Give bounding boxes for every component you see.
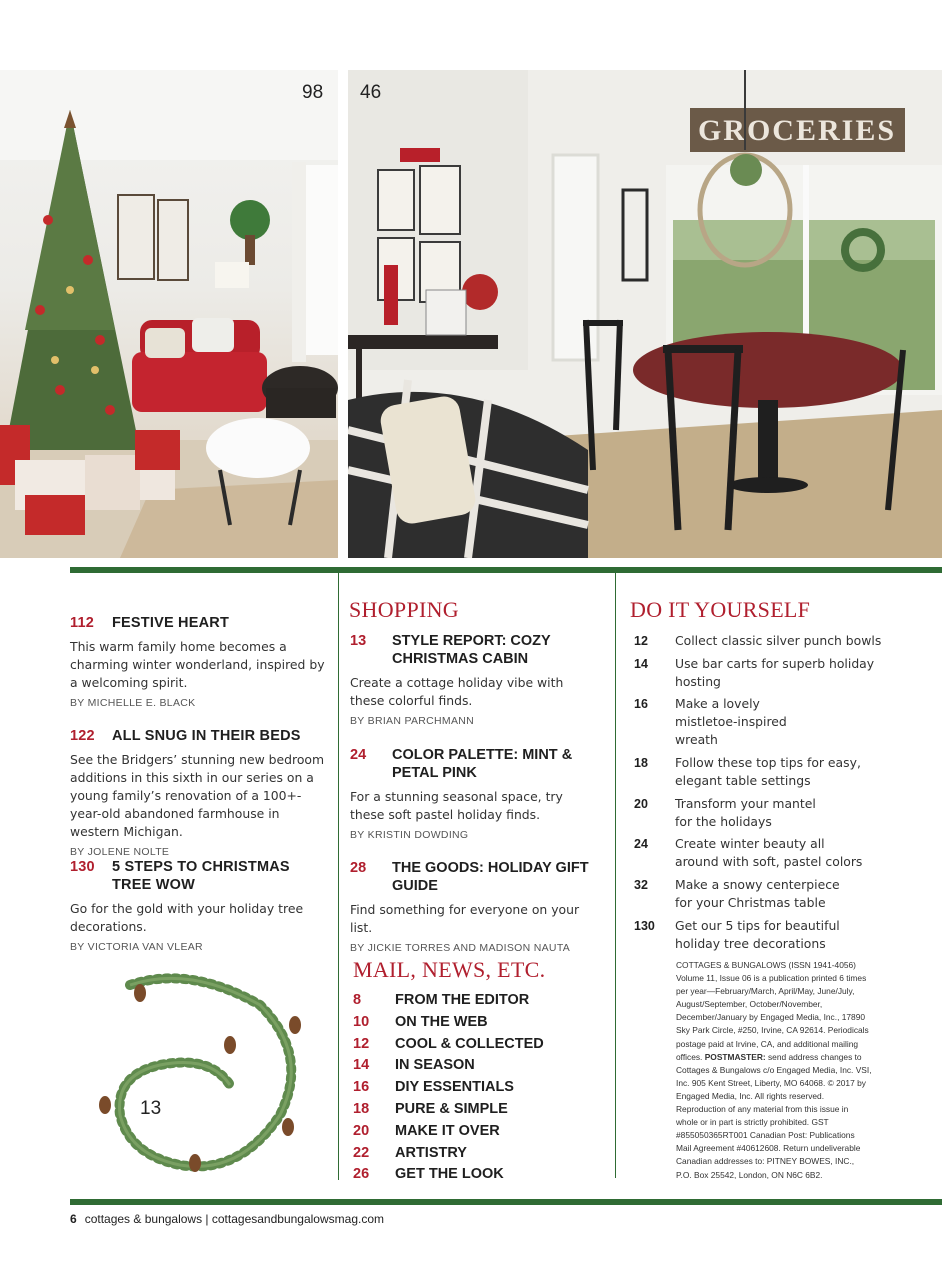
section-heading-shopping: SHOPPING (349, 597, 459, 622)
mail-item-on-the-web[interactable] (353, 1012, 603, 1034)
pine-garland-illustration (70, 965, 320, 1195)
page-footer (70, 1212, 384, 1226)
diy-item[interactable] (634, 695, 884, 749)
mail-page-number: 8 (353, 992, 362, 1008)
shopping-description: For a stunning seasonal space, try these soft pastel holiday finds. (350, 789, 563, 822)
bottom-green-rule (70, 1199, 942, 1205)
mail-page-number: 14 (353, 1057, 370, 1074)
feature-all-snug[interactable] (70, 727, 332, 858)
mail-news-list (353, 990, 603, 1186)
column-divider-left (338, 573, 339, 1180)
feature-page-number: 130 (70, 859, 95, 875)
feature-byline: BY JOLENE NOLTE (70, 846, 170, 858)
diy-item[interactable] (634, 795, 884, 831)
feature-byline: BY VICTORIA VAN VLEAR (70, 941, 203, 953)
diy-item[interactable] (634, 917, 884, 953)
diy-text: Use bar carts for superb holiday hosting (675, 655, 875, 689)
diy-page-number: 14 (634, 656, 648, 671)
feature-page-number: 122 (70, 728, 95, 744)
section-heading-mail-news: MAIL, NEWS, ETC. (353, 957, 546, 982)
mail-label: COOL & COLLECTED (395, 1035, 544, 1052)
page-ref-46: 46 (360, 82, 382, 103)
page-ref-98: 98 (302, 82, 324, 103)
diy-page-number: 24 (634, 837, 648, 852)
mail-item-make-it-over[interactable] (353, 1121, 603, 1143)
dining-room-illustration (348, 70, 942, 558)
feature-festive-heart[interactable] (70, 614, 332, 709)
living-room-illustration (0, 70, 338, 558)
diy-page-number: 20 (634, 796, 648, 811)
mail-label: FROM THE EDITOR (395, 992, 530, 1008)
feature-title: ALL SNUG IN THEIR BEDS (112, 728, 301, 744)
mail-page-number: 16 (353, 1079, 370, 1096)
mail-label: IN SEASON (395, 1057, 475, 1074)
section-heading-diy: DO IT YOURSELF (630, 597, 811, 622)
groceries-sign-text: GROCERIES (697, 114, 897, 147)
footer-magazine-url[interactable]: cottages & bungalows | cottagesandbungalowsmag.com (84, 1212, 384, 1226)
diy-item[interactable] (634, 876, 884, 912)
diy-page-number: 32 (634, 878, 648, 893)
photo-dining-room (348, 70, 942, 558)
diy-item[interactable] (634, 754, 884, 790)
mail-label: GET THE LOOK (395, 1166, 504, 1183)
mail-item-diy-essentials[interactable] (353, 1077, 603, 1099)
diy-text: Collect classic silver punch bowls (675, 633, 882, 648)
top-green-rule (70, 567, 942, 573)
shopping-page-number: 13 (350, 633, 367, 649)
mail-page-number: 10 (353, 1013, 370, 1030)
shopping-title: THE GOODS: HOLIDAY GIFT GUIDE (392, 860, 589, 894)
shopping-byline: BY BRIAN PARCHMANN (350, 715, 475, 727)
mail-item-pure-simple[interactable] (353, 1099, 603, 1121)
diy-text: Transform your mantel for the holidays (675, 795, 816, 829)
diy-list (634, 632, 884, 958)
photo-living-room (0, 70, 338, 558)
feature-description: See the Bridgers’ stunning new bedroom additions in this sixth in our series on a young family’s renovation of a 100+-year-old abandoned farmhouse in western Michigan. (70, 752, 325, 839)
shopping-title: STYLE REPORT: COZY CHRISTMAS CABIN (392, 633, 551, 667)
feature-description: This warm family home becomes a charming winter wonderland, inspired by a welcoming spirit. (70, 639, 325, 690)
diy-text: Get our 5 tips for beautiful holiday tree decorations (675, 917, 840, 951)
diy-text: Follow these top tips for easy, elegant table settings (675, 755, 861, 789)
mail-item-get-the-look[interactable] (353, 1164, 603, 1186)
mail-label: ON THE WEB (395, 1013, 488, 1030)
mail-page-number: 12 (353, 1035, 370, 1052)
feature-christmas-tree-wow[interactable] (70, 858, 332, 953)
shopping-color-palette[interactable] (350, 746, 598, 841)
diy-item[interactable] (634, 632, 884, 650)
diy-text: Make a snowy centerpiece for your Christmas table (675, 877, 840, 911)
mail-item-from-the-editor[interactable] (353, 990, 603, 1012)
legal-text-part2: send address changes to Cottages & Bungalows c/o Engaged Media, Inc. VSI, Inc. 905 Kent Street, Liberty, MO 64068. © 2017 by Engaged Media, Inc. All rights reserved. Reproduction of any material from this issue in whole or in part is strictly prohibited. GST #855050365RT001 Canadian Post: Publications Mail Agreement #40612608. Return undeliverable Canadian addresses to: PITNEY BOWES, INC., P.O. Box 25542, London, ON N6C 6B2. (676, 1051, 872, 1180)
footer-page-number: 6 (70, 1212, 77, 1226)
legal-postmaster: POSTMASTER: (704, 1051, 766, 1062)
garland-photo (70, 965, 320, 1195)
shopping-byline: BY KRISTIN DOWDING (350, 829, 469, 841)
diy-text: Create winter beauty all around with soft, pastel colors (675, 836, 863, 870)
diy-text: Make a lovely mistletoe-inspired wreath (675, 696, 787, 748)
mail-item-in-season[interactable] (353, 1055, 603, 1077)
mail-label: DIY ESSENTIALS (395, 1079, 514, 1096)
mail-item-artistry[interactable] (353, 1143, 603, 1165)
feature-title: FESTIVE HEART (112, 615, 229, 631)
mail-item-cool-collected[interactable] (353, 1034, 603, 1056)
shopping-description: Create a cottage holiday vibe with these colorful finds. (350, 675, 564, 708)
shopping-page-number: 24 (350, 747, 367, 763)
diy-page-number: 130 (634, 918, 655, 933)
diy-page-number: 12 (634, 634, 648, 648)
shopping-byline: BY JICKIE TORRES AND MADISON NAUTA (350, 942, 571, 954)
shopping-title: COLOR PALETTE: MINT & PETAL PINK (392, 747, 573, 781)
publication-legal-notice (676, 959, 872, 1182)
mail-page-number: 20 (353, 1122, 370, 1139)
shopping-page-number: 28 (350, 860, 367, 876)
mail-page-number: 22 (353, 1144, 370, 1161)
column-divider-right (615, 573, 616, 1178)
feature-byline: BY MICHELLE E. BLACK (70, 697, 196, 709)
diy-item[interactable] (634, 835, 884, 871)
diy-item[interactable] (634, 655, 884, 691)
shopping-description: Find something for everyone on your list. (350, 902, 580, 935)
feature-page-number: 112 (70, 615, 94, 631)
mail-page-number: 18 (353, 1100, 370, 1117)
feature-description: Go for the gold with your holiday tree decorations. (70, 901, 304, 934)
mail-label: MAKE IT OVER (395, 1122, 500, 1139)
feature-title: 5 STEPS TO CHRISTMAS TREE WOW (112, 859, 290, 893)
page-ref-13: 13 (140, 1098, 162, 1119)
legal-text-part1: COTTAGES & BUNGALOWS (ISSN 1941-4056) Volume 11, Issue 06 is a publication printed 6 times per year—February/March, April/May, June/July, August/September, October/November, December/January by Engaged Media, Inc., 17890 Sky Park Circle, #250, Irvine, CA 92614. Periodicals postage paid at Irvine, CA, and additional mailing offices. (676, 960, 869, 1062)
shopping-style-report[interactable] (350, 632, 598, 727)
mail-label: ARTISTRY (395, 1144, 467, 1161)
diy-page-number: 16 (634, 697, 648, 712)
shopping-the-goods[interactable] (350, 859, 598, 954)
diy-page-number: 18 (634, 756, 648, 771)
mail-page-number: 26 (353, 1166, 370, 1183)
mail-label: PURE & SIMPLE (395, 1100, 508, 1117)
